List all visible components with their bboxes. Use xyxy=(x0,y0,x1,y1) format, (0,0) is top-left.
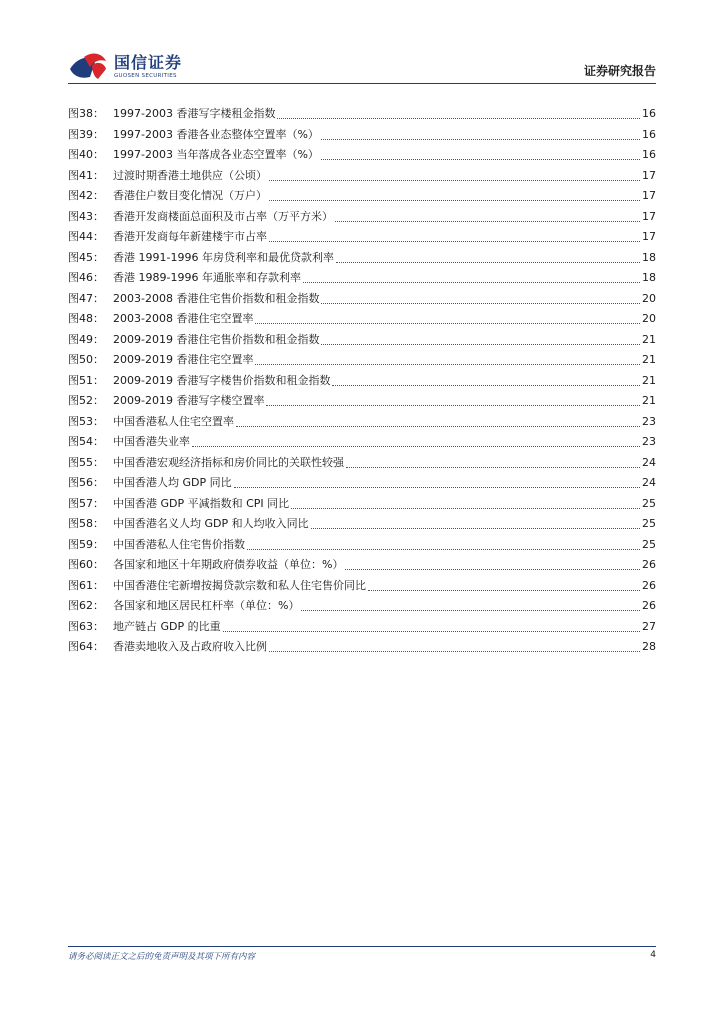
toc-figure-title: 中国香港私人住宅售价指数 xyxy=(113,537,245,551)
toc-page-number: 18 xyxy=(642,250,656,264)
toc-figure-title: 2003-2008 香港住宅空置率 xyxy=(113,312,254,325)
toc-entry[interactable] xyxy=(68,227,656,248)
toc-leader-dots xyxy=(321,302,640,304)
toc-page-number: 21 xyxy=(642,373,656,387)
toc-page-number: 21 xyxy=(642,353,656,366)
page-header xyxy=(68,50,656,86)
toc-page-number: 17 xyxy=(642,168,656,182)
toc-page-number: 18 xyxy=(642,271,656,284)
toc-figure-title: 香港开发商每年新建楼宇市占率 xyxy=(113,230,267,243)
toc-entry[interactable] xyxy=(68,391,656,412)
toc-figure-label: 图43： xyxy=(68,209,104,223)
toc-figure-label: 图62： xyxy=(68,599,104,612)
toc-leader-dots xyxy=(247,548,640,550)
toc-page-number: 16 xyxy=(642,148,656,161)
toc-page-number: 25 xyxy=(642,537,656,551)
toc-figure-title: 1997-2003 香港写字楼租金指数 xyxy=(113,107,276,120)
toc-leader-dots xyxy=(269,650,640,652)
toc-figure-label: 图52： xyxy=(68,394,104,407)
toc-entry[interactable] xyxy=(68,125,656,146)
toc-entry[interactable] xyxy=(68,555,656,576)
toc-figure-label: 图50： xyxy=(68,353,104,366)
toc-figure-title: 香港 1989-1996 年通胀率和存款利率 xyxy=(113,271,301,284)
toc-figure-title: 2003-2008 香港住宅售价指数和租金指数 xyxy=(113,291,320,305)
toc-page-number: 27 xyxy=(642,619,656,633)
toc-page-number: 16 xyxy=(642,127,656,141)
toc-figure-title: 香港住户数目变化情况（万户） xyxy=(113,189,267,202)
toc-page-number: 16 xyxy=(642,107,656,120)
toc-entry[interactable] xyxy=(68,145,656,166)
toc-leader-dots xyxy=(234,486,640,488)
toc-page-number: 21 xyxy=(642,332,656,346)
toc-leader-dots xyxy=(269,179,640,181)
toc-figure-title: 中国香港失业率 xyxy=(113,435,190,448)
toc-figure-label: 图59： xyxy=(68,537,104,551)
toc-leader-dots xyxy=(192,445,640,447)
toc-entry[interactable] xyxy=(68,576,656,597)
toc-entry[interactable] xyxy=(68,186,656,207)
toc-figure-label: 图38： xyxy=(68,107,104,120)
toc-page-number: 17 xyxy=(642,209,656,223)
toc-entry[interactable] xyxy=(68,617,656,638)
footer-disclaimer: 请务必阅读正文之后的免责声明及其项下所有内容 xyxy=(68,952,256,962)
toc-figure-label: 图44： xyxy=(68,230,104,243)
toc-figure-title: 各国家和地区居民杠杆率（单位：%） xyxy=(113,599,300,612)
guosen-logo-icon xyxy=(68,51,108,83)
toc-figure-label: 图49： xyxy=(68,332,104,346)
toc-figure-label: 图53： xyxy=(68,414,104,428)
toc-figure-title: 中国香港 GDP 平减指数和 CPI 同比 xyxy=(113,496,290,510)
toc-page-number: 20 xyxy=(642,312,656,325)
toc-page-number: 25 xyxy=(642,517,656,530)
toc-entry[interactable] xyxy=(68,248,656,269)
toc-entry[interactable] xyxy=(68,432,656,453)
toc-figure-title: 2009-2019 香港住宅售价指数和租金指数 xyxy=(113,332,320,346)
toc-figure-title: 1997-2003 当年落成各业态空置率（%） xyxy=(113,148,319,161)
toc-leader-dots xyxy=(321,158,640,160)
toc-entry[interactable] xyxy=(68,104,656,125)
toc-figure-title: 地产链占 GDP 的比重 xyxy=(113,619,221,633)
toc-figure-label: 图54： xyxy=(68,435,104,448)
footer-divider xyxy=(68,946,656,947)
toc-figure-label: 图46： xyxy=(68,271,104,284)
toc-leader-dots xyxy=(311,527,640,529)
toc-figure-title: 中国香港住宅新增按揭贷款宗数和私人住宅售价同比 xyxy=(113,578,366,592)
toc-page-number: 21 xyxy=(642,394,656,407)
toc-figure-title: 中国香港私人住宅空置率 xyxy=(113,414,234,428)
toc-figure-label: 图39： xyxy=(68,127,104,141)
toc-entry[interactable] xyxy=(68,309,656,330)
toc-figure-title: 各国家和地区十年期政府债券收益（单位：%） xyxy=(113,558,344,571)
toc-figure-title: 中国香港名义人均 GDP 和人均收入同比 xyxy=(113,517,309,530)
toc-entry[interactable] xyxy=(68,535,656,556)
toc-leader-dots xyxy=(223,630,640,632)
toc-leader-dots xyxy=(291,507,640,509)
toc-leader-dots xyxy=(255,363,640,365)
toc-figure-title: 1997-2003 香港各业态整体空置率（%） xyxy=(113,127,319,141)
toc-figure-title: 2009-2019 香港写字楼售价指数和租金指数 xyxy=(113,373,331,387)
toc-figure-label: 图48： xyxy=(68,312,104,325)
toc-leader-dots xyxy=(332,384,640,386)
toc-figure-title: 2009-2019 香港住宅空置率 xyxy=(113,353,254,366)
toc-page-number: 24 xyxy=(642,455,656,469)
toc-page-number: 28 xyxy=(642,640,656,653)
toc-leader-dots xyxy=(266,404,640,406)
toc-figure-label: 图47： xyxy=(68,291,104,305)
toc-figure-label: 图58： xyxy=(68,517,104,530)
toc-leader-dots xyxy=(303,281,640,283)
toc-page-number: 23 xyxy=(642,414,656,428)
toc-page-number: 26 xyxy=(642,558,656,571)
toc-figure-label: 图40： xyxy=(68,148,104,161)
toc-leader-dots xyxy=(345,568,640,570)
toc-leader-dots xyxy=(368,589,640,591)
toc-page-number: 26 xyxy=(642,578,656,592)
toc-figure-title: 香港卖地收入及占政府收入比例 xyxy=(113,640,267,653)
toc-figure-title: 中国香港人均 GDP 同比 xyxy=(113,476,232,489)
report-type-label: 证券研究报告 xyxy=(583,64,656,78)
toc-figure-title: 中国香港宏观经济指标和房价同比的关联性较强 xyxy=(113,455,344,469)
toc-entry[interactable] xyxy=(68,350,656,371)
toc-page-number: 17 xyxy=(642,230,656,243)
toc-entry[interactable] xyxy=(68,289,656,310)
toc-figure-label: 图55： xyxy=(68,455,104,469)
toc-page-number: 25 xyxy=(642,496,656,510)
header-divider xyxy=(68,83,656,84)
toc-figure-label: 图57： xyxy=(68,496,104,510)
toc-entry[interactable] xyxy=(68,453,656,474)
toc-figure-label: 图64： xyxy=(68,640,104,653)
toc-page-number: 20 xyxy=(642,291,656,305)
logo-chinese-name: 国信证券 xyxy=(114,53,183,72)
toc-figure-title: 过渡时期香港土地供应（公顷） xyxy=(113,168,267,182)
figure-list xyxy=(68,104,656,658)
toc-figure-label: 图61： xyxy=(68,578,104,592)
toc-entry[interactable] xyxy=(68,166,656,187)
toc-figure-label: 图42： xyxy=(68,189,104,202)
toc-entry[interactable] xyxy=(68,371,656,392)
toc-leader-dots xyxy=(301,609,640,611)
logo-english-name: GUOSEN SECURITIES xyxy=(114,73,177,79)
company-logo xyxy=(68,50,182,84)
toc-figure-label: 图51： xyxy=(68,373,104,387)
page-number: 4 xyxy=(650,950,656,960)
toc-entry[interactable] xyxy=(68,330,656,351)
toc-leader-dots xyxy=(336,261,640,263)
toc-page-number: 26 xyxy=(642,599,656,612)
toc-leader-dots xyxy=(236,425,640,427)
toc-figure-label: 图63： xyxy=(68,619,104,633)
toc-leader-dots xyxy=(321,138,640,140)
toc-leader-dots xyxy=(269,240,640,242)
toc-figure-label: 图56： xyxy=(68,476,104,489)
toc-leader-dots xyxy=(321,343,640,345)
toc-page-number: 17 xyxy=(642,189,656,202)
toc-entry[interactable] xyxy=(68,494,656,515)
toc-entry[interactable] xyxy=(68,637,656,658)
toc-entry[interactable] xyxy=(68,596,656,617)
toc-leader-dots xyxy=(277,117,640,119)
toc-figure-label: 图45： xyxy=(68,250,104,264)
toc-entry[interactable] xyxy=(68,514,656,535)
toc-leader-dots xyxy=(269,199,640,201)
toc-entry[interactable] xyxy=(68,268,656,289)
toc-leader-dots xyxy=(335,220,640,222)
toc-entry[interactable] xyxy=(68,412,656,433)
toc-entry[interactable] xyxy=(68,207,656,228)
toc-figure-title: 香港 1991-1996 年房贷利率和最优贷款利率 xyxy=(113,250,334,264)
toc-figure-title: 2009-2019 香港写字楼空置率 xyxy=(113,394,265,407)
toc-figure-label: 图60： xyxy=(68,558,104,571)
toc-figure-title: 香港开发商楼面总面积及市占率（万平方米） xyxy=(113,209,333,223)
toc-figure-label: 图41： xyxy=(68,168,104,182)
toc-leader-dots xyxy=(346,466,640,468)
toc-page-number: 24 xyxy=(642,476,656,489)
toc-leader-dots xyxy=(255,322,640,324)
toc-entry[interactable] xyxy=(68,473,656,494)
toc-page-number: 23 xyxy=(642,435,656,448)
